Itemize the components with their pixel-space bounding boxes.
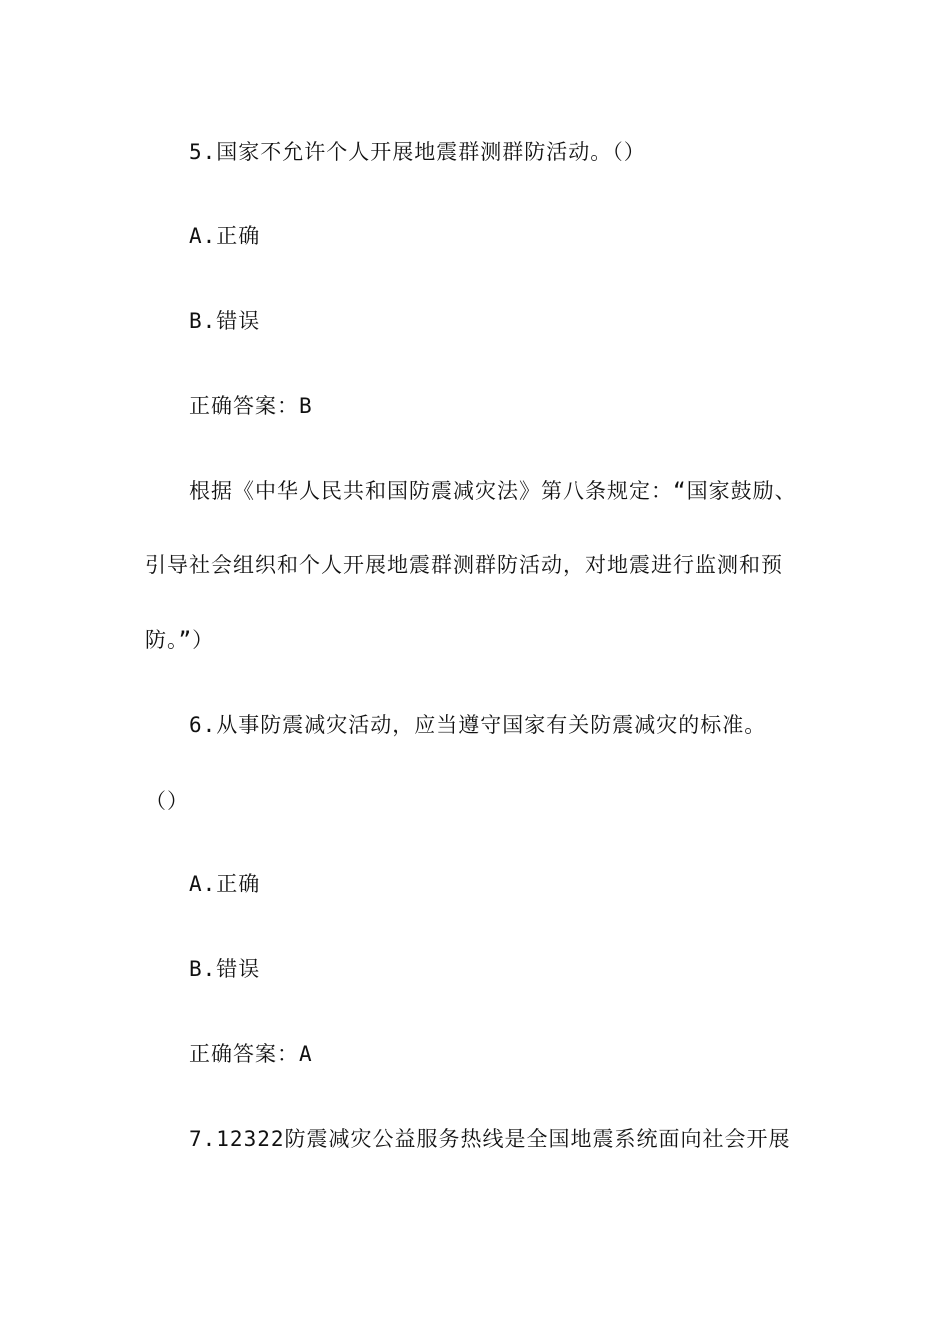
question-7-stem: 7.12322防震减灾公益服务热线是全国地震系统面向社会开展 xyxy=(189,1127,791,1151)
question-5-explanation-line-3: 防。”） xyxy=(145,628,215,652)
question-6-answer: 正确答案：A xyxy=(189,1042,313,1066)
question-5-option-b: B.错误 xyxy=(189,309,261,333)
question-5-stem: 5.国家不允许个人开展地震群测群防活动。（） xyxy=(189,140,646,164)
question-6-stem-line-1: 6.从事防震减灾活动，应当遵守国家有关防震减灾的标准。 xyxy=(189,713,767,737)
question-5-explanation-line-2: 引导社会组织和个人开展地震群测群防活动，对地震进行监测和预 xyxy=(145,553,783,577)
question-6-option-a: A.正确 xyxy=(189,872,261,896)
question-6-stem-line-2: （） xyxy=(145,789,189,813)
question-5-option-a: A.正确 xyxy=(189,224,261,248)
question-5-answer: 正确答案：B xyxy=(189,394,313,418)
question-6-option-b: B.错误 xyxy=(189,957,261,981)
question-5-explanation-line-1: 根据《中华人民共和国防震减灾法》第八条规定：“国家鼓励、 xyxy=(189,479,797,503)
